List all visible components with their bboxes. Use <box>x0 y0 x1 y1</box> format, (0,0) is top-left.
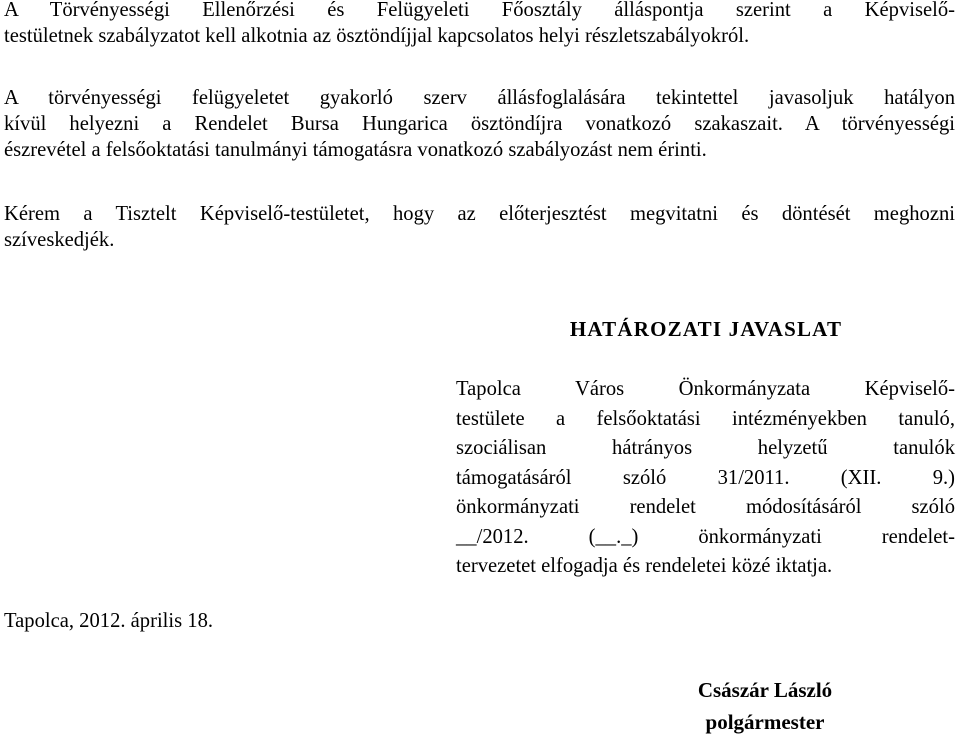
text-line: Kérem a Tisztelt Képviselő-testületet, hogy az előterjesztést megvitatni és döntését meghozni <box>4 203 955 225</box>
text-line: szíveskedjék. <box>4 229 115 251</box>
resolution-heading: HATÁROZATI JAVASLAT <box>569 317 843 341</box>
text-line: kívül helyezni a Rendelet Bursa Hungarica ösztöndíjra vonatkozó szakaszait. A törvényességi <box>4 113 955 135</box>
signatory-title: polgármester <box>705 710 825 734</box>
text-line: A törvényességi felügyeletet gyakorló szerv állásfoglalására tekintettel javasoljuk hatályon <box>4 87 955 109</box>
signature-block <box>640 674 890 738</box>
text-line: észrevétel a felsőoktatási tanulmányi támogatásra vonatkozó szabályozást nem érinti. <box>4 139 707 161</box>
paragraph-request <box>4 201 955 253</box>
resolution-text <box>456 375 955 582</box>
resolution-line: támogatásáról szóló 31/2011. (XII. 9.) <box>456 466 955 489</box>
resolution-line: szociálisan hátrányos helyzetű tanulók <box>456 437 955 459</box>
text-line: testületnek szabályzatot kell alkotnia az ösztöndíjjal kapcsolatos helyi részletszabályokról. <box>4 25 750 47</box>
date-line: Tapolca, 2012. április 18. <box>4 610 214 632</box>
signatory-name: Császár László <box>697 678 833 702</box>
text-line: A Törvényességi Ellenőrzési és Felügyeleti Főosztály álláspontja szerint a Képviselő- <box>4 0 955 21</box>
paragraph-proposal <box>4 85 955 163</box>
resolution-line: tervezetet elfogadja és rendeletei közé iktatja. <box>456 555 833 577</box>
paragraph-legal-opinion <box>4 0 955 49</box>
resolution-line: testülete a felsőoktatási intézményekben tanuló, <box>456 407 955 430</box>
resolution-line: önkormányzati rendelet módosításáról szóló <box>456 496 955 518</box>
resolution-line: __/2012. (__._) önkormányzati rendelet- <box>456 525 955 548</box>
resolution-line: Tapolca Város Önkormányzata Képviselő- <box>456 378 955 400</box>
